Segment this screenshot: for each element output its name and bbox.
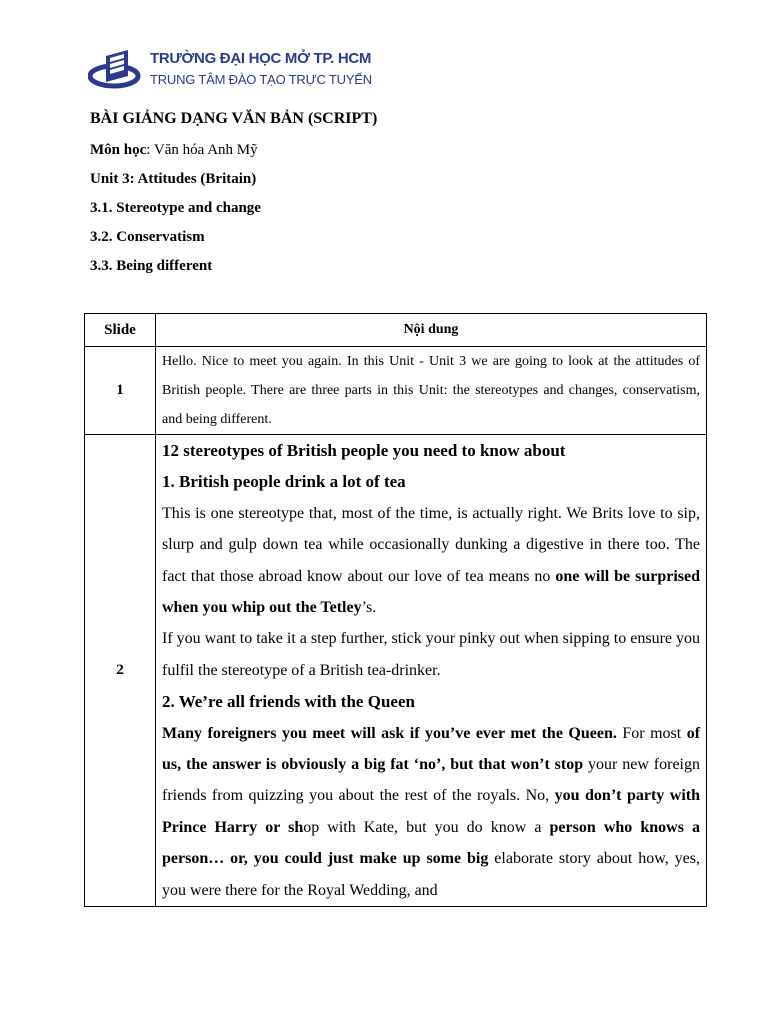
table-header-row [85,314,707,347]
paragraph-3-part-g: person who knows a person… or, you could just make up some big [162,818,700,868]
slide-content: Hello. Nice to meet you again. In this Unit - Unit 3 we are going to look at the attitudes of British people. There are three parts in this Unit: the stereotypes and changes, conservatism, and being different. [156,347,707,435]
subject-value: : Văn hóa Anh Mỹ [146,142,258,158]
script-table [84,313,707,907]
paragraph-1-end: ’s. [361,599,377,617]
paragraph-3-part-d: your new foreign friends from quizzing you about the rest of the royals. No, [162,756,701,805]
section-heading-2: 3.2. Conservatism [90,229,205,245]
university-logo [88,46,372,96]
table-row [85,435,707,907]
paragraph-3-part-a: Many foreigners you meet will ask if you’ve ever met the Queen. [162,724,617,742]
content-subheading-2: 2. We’re all friends with the Queen [162,692,415,712]
paragraph-3-part-e: you don’t party with Prince Harry or sh [162,787,701,836]
column-header-slide: Slide [85,314,156,347]
book-swoosh-icon [88,46,148,94]
slide-content [156,435,707,907]
subject-label: Môn học [90,142,147,158]
paragraph-2: If you want to take it a step further, stick your pinky out when sipping to ensure you fulfil the stereotype of a British tea-drinker. [162,630,700,679]
paragraph-3 [162,718,700,906]
unit-heading: Unit 3: Attitudes (Britain) [90,171,257,187]
column-header-content: Nội dung [156,314,707,347]
paragraph-3-part-c: of us, the answer is obviously a big fat ‘no’, but that won’t stop [162,724,701,774]
slide-number: 1 [85,347,156,435]
paragraph-1-text: This is one stereotype that, most of the time, is actually right. We Brits love to sip, slurp and gulp down tea while occasionally dunking a digestive in there too. The fact that those abroad know about our love of tea means no [162,504,700,585]
content-subheading-1: 1. British people drink a lot of tea [162,472,406,492]
slide-number: 2 [85,435,156,907]
subject-line [90,142,258,159]
logo-university-name: TRƯỜNG ĐẠI HỌC MỞ TP. HCM [150,50,372,67]
section-heading-1: 3.1. Stereotype and change [90,200,261,216]
content-heading: 12 stereotypes of British people you need to know about [162,441,566,460]
section-heading-3: 3.3. Being different [90,258,213,274]
document-title: BÀI GIẢNG DẠNG VĂN BẢN (SCRIPT) [90,110,378,127]
paragraph-3-part-h: elaborate story about how, yes, you were there for the Royal Wedding, and [162,850,700,899]
logo-center-name: TRUNG TÂM ĐÀO TẠO TRỰC TUYẾN [150,72,372,87]
paragraph-3-part-f: op with Kate, but you do know a [303,818,550,836]
table-row [85,347,707,435]
paragraph-1-bold: one will be surprised when you whip out the Tetley [162,567,700,617]
paragraph-3-part-b: For most [616,724,687,742]
paragraph-1 [162,498,700,624]
